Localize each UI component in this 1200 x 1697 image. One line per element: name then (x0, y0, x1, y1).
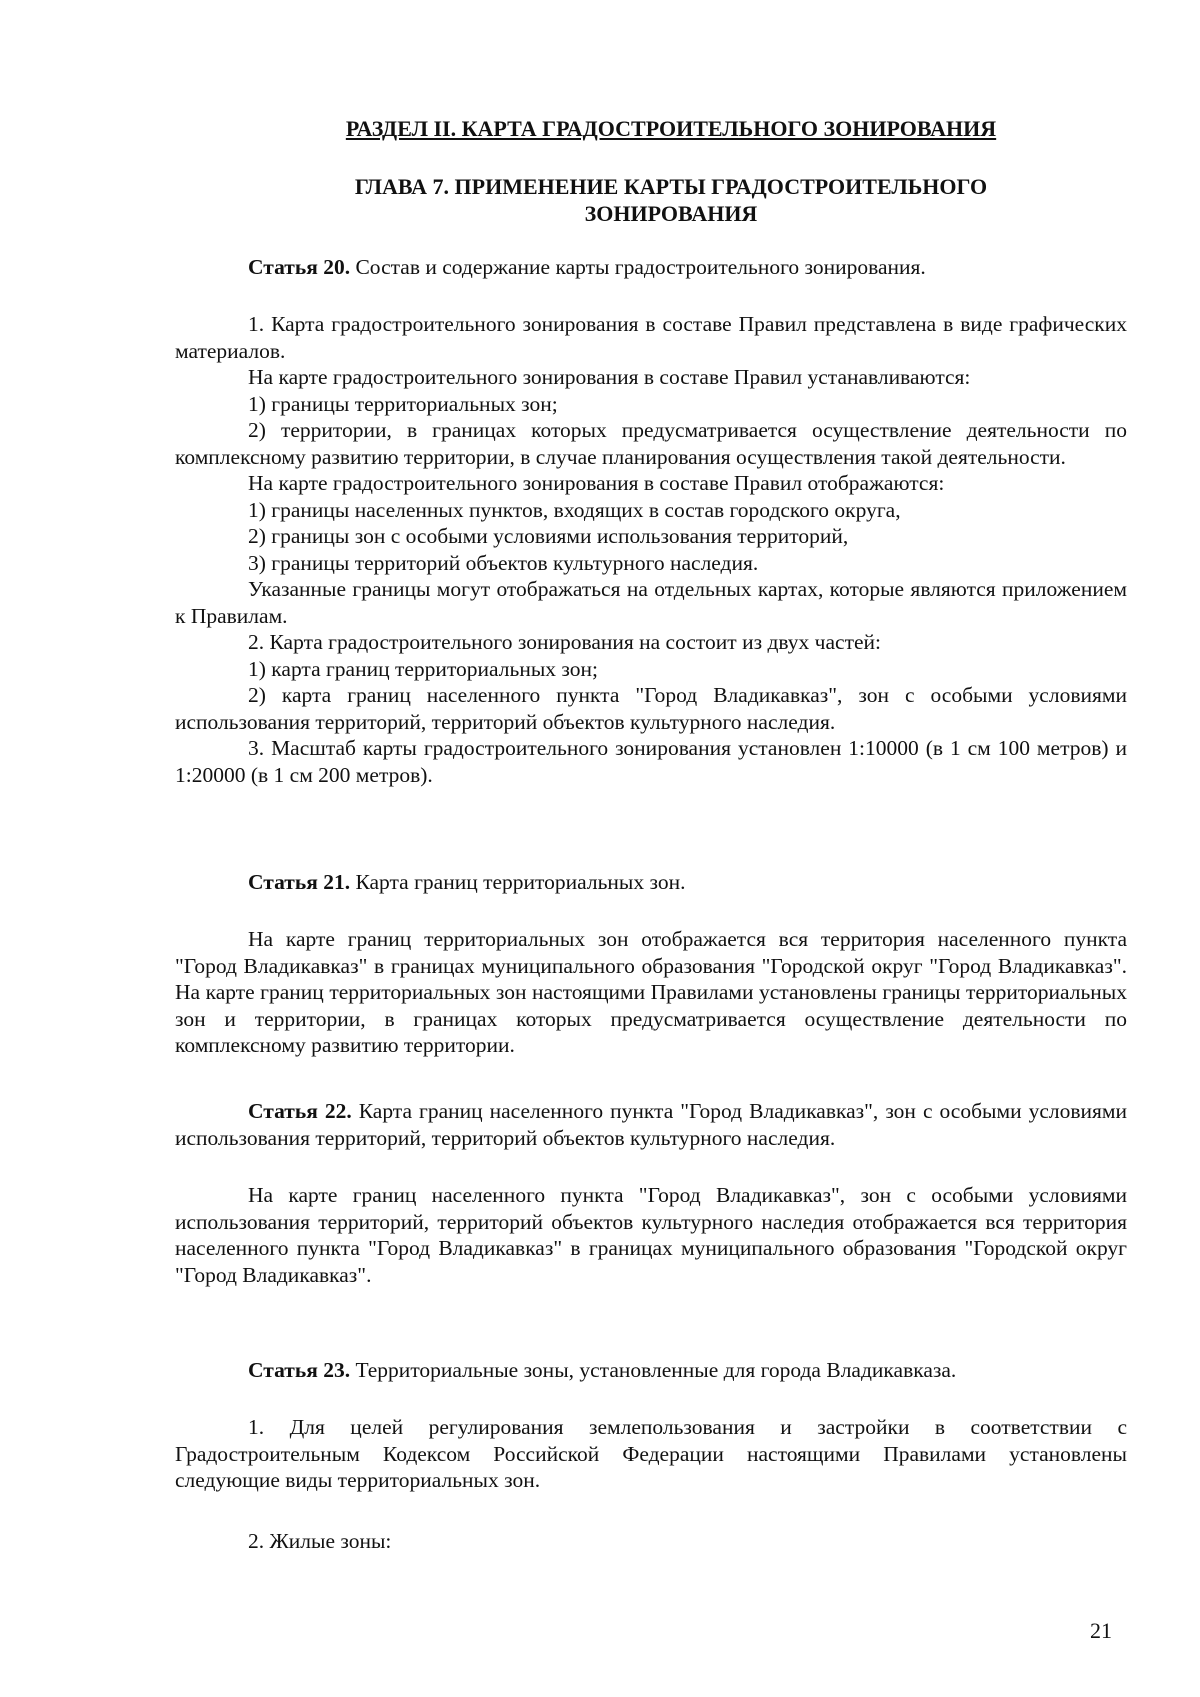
article-23-heading (175, 1357, 1127, 1384)
article-22-title: Карта границ населенного пункта "Город Владикавказ", зон с особыми условиями использования территорий, территорий объектов культурного наследия. (175, 1099, 1128, 1150)
article-20-paragraph-12: 2) карта границ населенного пункта "Город Владикавказ", зон с особыми условиями использования территорий, территорий объектов культурного наследия. (175, 683, 1127, 734)
article-20-paragraph-5: На карте градостроительного зонирования в составе Правил отображаются: (248, 471, 945, 495)
page-number: 21 (1090, 1618, 1112, 1643)
article-23-paragraph-2: 2. Жилые зоны: (248, 1529, 392, 1553)
article-21-title: Карта границ территориальных зон. (350, 870, 686, 894)
article-21-body (175, 926, 1127, 1059)
chapter-title-line-2: ЗОНИРОВАНИЯ (584, 201, 758, 226)
article-22-label: Статья 22. (248, 1099, 352, 1123)
article-20-paragraph-13: 3. Масштаб карты градостроительного зонирования установлен 1:10000 (в 1 см 100 метров) и 1:20000 (в 1 см 200 метров). (175, 736, 1127, 787)
article-23-label: Статья 23. (248, 1358, 351, 1382)
chapter-title (175, 173, 1127, 227)
article-20-paragraph-9: Указанные границы могут отображаться на отдельных картах, которые являются приложением к Правилам. (175, 577, 1127, 628)
article-22-body (175, 1182, 1127, 1288)
article-22-heading (175, 1098, 1127, 1151)
article-20-heading (175, 254, 1127, 281)
article-21-paragraph-1: На карте границ территориальных зон отображается вся территория населенного пункта "Город Владикавказ" в границах муниципального образования "Городской округ "Город Владикавказ". На карте границ территориальных зон настоящими Правилами установлены границы территориальных зон и территории, в границах которых предусматривается осуществление деятельности по комплексному развитию территории. (175, 927, 1127, 1057)
article-23-paragraph-1: 1. Для целей регулирования землепользования и застройки в соответствии с Градостроительным Кодексом Российской Федерации настоящими Правилами установлены следующие виды территориальных зон. (175, 1415, 1127, 1492)
section-title: РАЗДЕЛ II. КАРТА ГРАДОСТРОИТЕЛЬНОГО ЗОНИРОВАНИЯ (345, 116, 997, 141)
article-20-paragraph-2: На карте градостроительного зонирования в составе Правил устанавливаются: (248, 365, 971, 389)
article-20-paragraph-8: 3) границы территорий объектов культурного наследия. (248, 550, 759, 575)
article-20-paragraph-3: 1) границы территориальных зон; (248, 391, 558, 416)
article-23-title: Территориальные зоны, установленные для города Владикавказа. (350, 1358, 957, 1382)
article-20-body (175, 311, 1127, 788)
article-21-heading (175, 869, 1127, 896)
article-20-paragraph-1: 1. Карта градостроительного зонирования в составе Правил представлена в виде графических материалов. (175, 312, 1127, 363)
article-20-paragraph-10: 2. Карта градостроительного зонирования на состоит из двух частей: (248, 630, 881, 654)
article-20-paragraph-11: 1) карта границ территориальных зон; (248, 656, 598, 681)
article-23-body-2 (175, 1528, 1127, 1555)
article-20-paragraph-7: 2) границы зон с особыми условиями использования территорий, (248, 524, 849, 548)
article-20-title: Состав и содержание карты градостроительного зонирования. (350, 255, 926, 279)
article-22-paragraph-1: На карте границ населенного пункта "Город Владикавказ", зон с особыми условиями использования территорий, территорий объектов культурного наследия отображается вся территория населенного пункта "Город Владикавказ" в границах муниципального образования "Городской округ "Город Владикавказ". (175, 1183, 1127, 1287)
article-23-body (175, 1414, 1127, 1494)
article-21-label: Статья 21. (248, 870, 351, 894)
article-20-label: Статья 20. (248, 255, 351, 279)
article-20-paragraph-4: 2) территории, в границах которых предусматривается осуществление деятельности по комплексному развитию территории, в случае планирования осуществления такой деятельности. (175, 418, 1127, 469)
article-20-paragraph-6: 1) границы населенных пунктов, входящих в состав городского округа, (248, 497, 901, 522)
chapter-title-line-1: ГЛАВА 7. ПРИМЕНЕНИЕ КАРТЫ ГРАДОСТРОИТЕЛЬНОГО (354, 174, 988, 199)
